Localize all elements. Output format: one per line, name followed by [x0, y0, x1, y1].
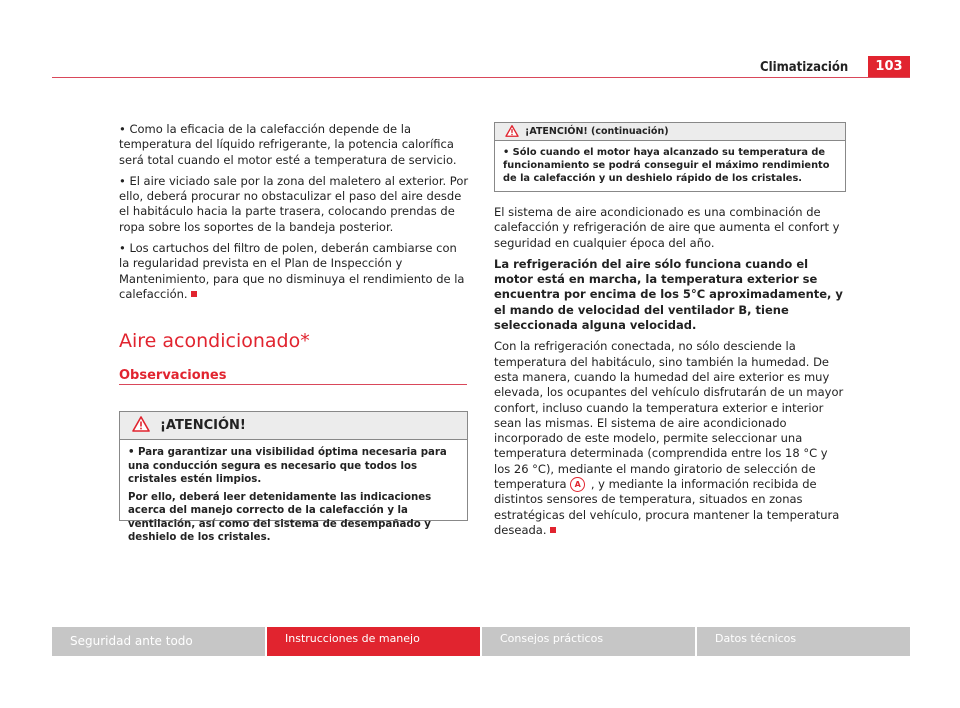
footer-tab-consejos[interactable]: Consejos prácticos — [482, 627, 697, 656]
right-paragraph — [494, 339, 846, 538]
footer-tab-seguridad[interactable]: Seguridad ante todo — [52, 627, 267, 656]
warning-box-continued — [494, 122, 846, 192]
section-title: Aire acondicionado* — [119, 330, 310, 352]
warning-body — [495, 141, 845, 196]
warning-item: • Para garantizar una visibilidad óptima necesaria para una conducción segura es necesario que todos los cristales estén limpios. — [128, 447, 447, 485]
right-paragraph-text: Con la refrigeración conectada, no sólo desciende la temperatura del habitáculo, sino también la humedad. De esta manera, cuando la humedad del aire exterior es muy elevada, los ocupantes del vehículo disfrutarán de un mayor confort, incluso cuando la temperatura exterior e interior sean las mismas. El sistema de aire acondicionado incorporado de este modelo, permite seleccionar una temperatura determinada (comprendida entre los 18 °C y los 26 °C), mediante el mando giratorio de selección de temperatura — [494, 339, 844, 492]
left-column — [119, 122, 469, 308]
warning-body — [120, 440, 467, 555]
warning-triangle-icon — [505, 122, 519, 141]
warning-title: ¡ATENCIÓN! — [160, 418, 246, 433]
left-paragraph: • El aire viciado sale por la zona del maletero al exterior. Por ello, deberá procurar no obstaculizar el paso del aire desde el habitáculo hacia la parte trasera, colocando prendas de ropa sobre los soportes de la bandeja posterior. — [119, 173, 469, 234]
warning-title: ¡ATENCIÓN! (continuación) — [525, 126, 669, 137]
page-number: 103 — [868, 56, 910, 78]
warning-header — [495, 123, 845, 141]
right-column — [494, 205, 846, 544]
warning-item: Por ello, deberá leer detenidamente las indicaciones acerca del manejo correcto de la calefacción y la ventilación, así como del sistema de desempañado y deshielo de los cristales. — [128, 491, 432, 543]
header-rule — [52, 77, 910, 78]
right-paragraph-text: , y mediante la información recibida de distintos sensores de temperatura, situados en zonas estratégicas del vehículo, procura mantener la temperatura deseada. — [494, 477, 840, 537]
section-subtitle: Observaciones — [119, 368, 227, 383]
left-paragraph: • Como la eficacia de la calefacción depende de la temperatura del líquido refrigerante, la potencia calorífica será total cuando el motor esté a temperatura de servicio. — [119, 122, 457, 167]
left-paragraph-text: • Los cartuchos del filtro de polen, deberán cambiarse con la regularidad prevista en el Plan de Inspección y Mantenimiento, para que no disminuya el rendimiento de la calefacción. — [119, 241, 465, 301]
warning-triangle-icon — [132, 416, 150, 436]
left-paragraph — [119, 241, 469, 302]
end-of-section-square-icon — [550, 527, 556, 533]
right-paragraph: El sistema de aire acondicionado es una combinación de calefacción y refrigeración de aire que aumenta el confort y seguridad en cualquier época del año. — [494, 205, 840, 250]
warning-header — [120, 412, 467, 440]
footer-tabs — [52, 627, 910, 656]
control-marker-a: A — [570, 477, 585, 492]
end-of-section-square-icon — [191, 291, 197, 297]
warning-box — [119, 411, 468, 543]
footer-tab-datos[interactable]: Datos técnicos — [697, 627, 910, 656]
footer-tab-instrucciones[interactable]: Instrucciones de manejo — [267, 627, 482, 656]
page-header-title: Climatización — [760, 60, 849, 75]
subtitle-rule — [119, 384, 467, 385]
right-bold-paragraph: La refrigeración del aire sólo funciona cuando el motor está en marcha, la temperatura exterior se encuentra por encima de los 5°C aproximadamente, y el mando de velocidad del ventilador B, tiene seleccionada alguna velocidad. — [494, 256, 843, 333]
warning-item: • Sólo cuando el motor haya alcanzado su temperatura de funcionamiento se podrá conseguir el máximo rendimiento de la calefacción y un deshielo rápido de los cristales. — [503, 147, 830, 185]
